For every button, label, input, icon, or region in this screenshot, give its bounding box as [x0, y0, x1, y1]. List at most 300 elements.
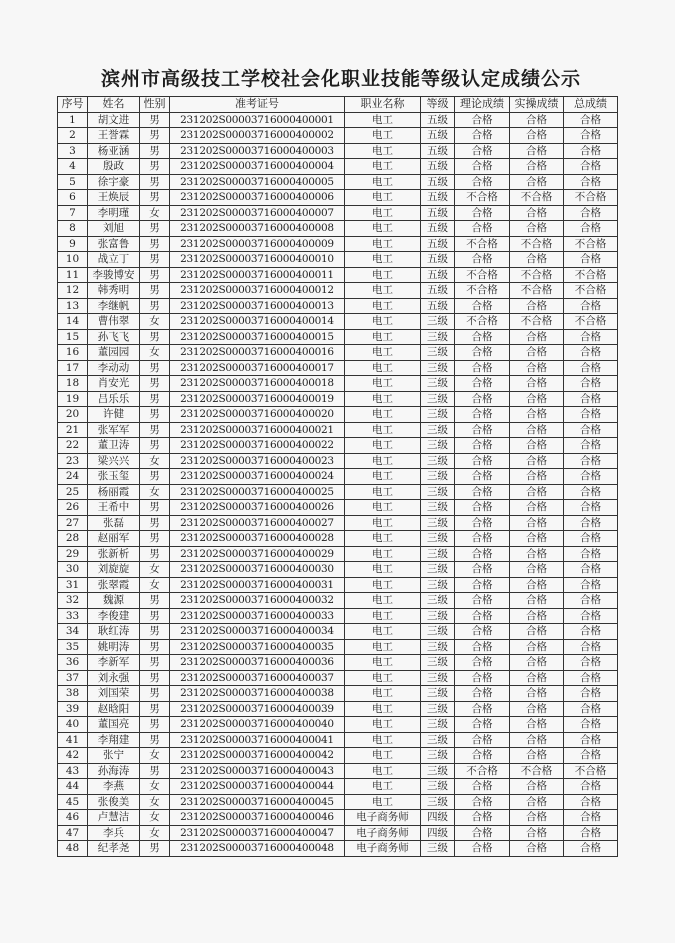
- cell-practical: 合格: [510, 407, 564, 423]
- cell-seq: 2: [58, 128, 88, 144]
- cell-level: 三级: [421, 686, 455, 702]
- cell-practical: 合格: [510, 438, 564, 454]
- cell-level: 三级: [421, 779, 455, 795]
- cell-exam-id: 231202S00003716000400025: [170, 484, 345, 500]
- cell-name: 王誉霖: [88, 128, 140, 144]
- cell-total: 合格: [564, 825, 618, 841]
- cell-total: 合格: [564, 422, 618, 438]
- cell-theory: 合格: [455, 748, 510, 764]
- cell-practical: 合格: [510, 825, 564, 841]
- cell-practical: 不合格: [510, 314, 564, 330]
- cell-name: 肖安光: [88, 376, 140, 392]
- cell-practical: 合格: [510, 810, 564, 826]
- cell-exam-id: 231202S00003716000400009: [170, 236, 345, 252]
- cell-seq: 9: [58, 236, 88, 252]
- cell-exam-id: 231202S00003716000400041: [170, 732, 345, 748]
- cell-gender: 男: [140, 655, 170, 671]
- cell-exam-id: 231202S00003716000400014: [170, 314, 345, 330]
- cell-name: 刘旋旋: [88, 562, 140, 578]
- header-name: 姓名: [88, 97, 140, 113]
- cell-occupation: 电工: [345, 360, 421, 376]
- cell-occupation: 电工: [345, 608, 421, 624]
- cell-practical: 不合格: [510, 763, 564, 779]
- cell-level: 三级: [421, 624, 455, 640]
- cell-gender: 男: [140, 112, 170, 128]
- cell-gender: 女: [140, 453, 170, 469]
- cell-gender: 男: [140, 515, 170, 531]
- cell-occupation: 电工: [345, 267, 421, 283]
- cell-exam-id: 231202S00003716000400039: [170, 701, 345, 717]
- table-row: [58, 779, 618, 795]
- cell-name: 杨丽霞: [88, 484, 140, 500]
- cell-practical: 合格: [510, 732, 564, 748]
- table-row: [58, 283, 618, 299]
- cell-practical: 合格: [510, 391, 564, 407]
- cell-practical: 合格: [510, 531, 564, 547]
- cell-practical: 合格: [510, 608, 564, 624]
- cell-practical: 合格: [510, 577, 564, 593]
- cell-name: 李骏博安: [88, 267, 140, 283]
- table-row: [58, 174, 618, 190]
- cell-total: 合格: [564, 298, 618, 314]
- table-row: [58, 841, 618, 857]
- cell-theory: 合格: [455, 546, 510, 562]
- cell-practical: 合格: [510, 205, 564, 221]
- cell-level: 三级: [421, 717, 455, 733]
- cell-total: 合格: [564, 329, 618, 345]
- cell-seq: 26: [58, 500, 88, 516]
- cell-exam-id: 231202S00003716000400008: [170, 221, 345, 237]
- cell-exam-id: 231202S00003716000400031: [170, 577, 345, 593]
- cell-seq: 35: [58, 639, 88, 655]
- cell-practical: 合格: [510, 469, 564, 485]
- cell-seq: 27: [58, 515, 88, 531]
- table-row: [58, 205, 618, 221]
- cell-name: 张俊美: [88, 794, 140, 810]
- cell-exam-id: 231202S00003716000400010: [170, 252, 345, 268]
- cell-exam-id: 231202S00003716000400020: [170, 407, 345, 423]
- cell-occupation: 电子商务师: [345, 825, 421, 841]
- cell-theory: 合格: [455, 252, 510, 268]
- cell-gender: 男: [140, 608, 170, 624]
- table-row: [58, 159, 618, 175]
- cell-seq: 47: [58, 825, 88, 841]
- cell-seq: 45: [58, 794, 88, 810]
- cell-level: 四级: [421, 810, 455, 826]
- cell-practical: 合格: [510, 159, 564, 175]
- table-row: [58, 190, 618, 206]
- cell-seq: 13: [58, 298, 88, 314]
- cell-gender: 男: [140, 376, 170, 392]
- cell-theory: 合格: [455, 825, 510, 841]
- cell-total: 合格: [564, 670, 618, 686]
- cell-name: 赵晗阳: [88, 701, 140, 717]
- table-row: [58, 438, 618, 454]
- cell-name: 李兵: [88, 825, 140, 841]
- cell-theory: 合格: [455, 221, 510, 237]
- cell-theory: 合格: [455, 453, 510, 469]
- cell-exam-id: 231202S00003716000400023: [170, 453, 345, 469]
- cell-occupation: 电工: [345, 748, 421, 764]
- cell-level: 三级: [421, 670, 455, 686]
- cell-total: 合格: [564, 794, 618, 810]
- cell-occupation: 电工: [345, 453, 421, 469]
- cell-theory: 合格: [455, 562, 510, 578]
- cell-exam-id: 231202S00003716000400026: [170, 500, 345, 516]
- page-title: 滨州市高级技工学校社会化职业技能等级认定成绩公示: [100, 68, 581, 90]
- cell-name: 刘国荣: [88, 686, 140, 702]
- cell-total: 合格: [564, 624, 618, 640]
- cell-exam-id: 231202S00003716000400030: [170, 562, 345, 578]
- cell-occupation: 电工: [345, 593, 421, 609]
- cell-theory: 合格: [455, 469, 510, 485]
- cell-occupation: 电工: [345, 515, 421, 531]
- cell-practical: 合格: [510, 252, 564, 268]
- cell-name: 卢慧洁: [88, 810, 140, 826]
- cell-name: 殷政: [88, 159, 140, 175]
- cell-practical: 合格: [510, 841, 564, 857]
- cell-theory: 合格: [455, 159, 510, 175]
- cell-exam-id: 231202S00003716000400003: [170, 143, 345, 159]
- cell-gender: 男: [140, 329, 170, 345]
- cell-occupation: 电工: [345, 329, 421, 345]
- table-row: [58, 546, 618, 562]
- cell-name: 张新析: [88, 546, 140, 562]
- cell-seq: 7: [58, 205, 88, 221]
- cell-total: 合格: [564, 469, 618, 485]
- table-row: [58, 655, 618, 671]
- cell-exam-id: 231202S00003716000400034: [170, 624, 345, 640]
- cell-gender: 男: [140, 159, 170, 175]
- cell-exam-id: 231202S00003716000400044: [170, 779, 345, 795]
- cell-total: 合格: [564, 407, 618, 423]
- cell-occupation: 电工: [345, 205, 421, 221]
- cell-seq: 25: [58, 484, 88, 500]
- cell-name: 张军军: [88, 422, 140, 438]
- cell-theory: 合格: [455, 593, 510, 609]
- cell-theory: 合格: [455, 422, 510, 438]
- cell-level: 五级: [421, 128, 455, 144]
- cell-gender: 男: [140, 841, 170, 857]
- cell-name: 张磊: [88, 515, 140, 531]
- table-header-row: [58, 97, 618, 113]
- cell-name: 张富鲁: [88, 236, 140, 252]
- cell-theory: 合格: [455, 701, 510, 717]
- cell-gender: 男: [140, 360, 170, 376]
- cell-seq: 20: [58, 407, 88, 423]
- cell-seq: 19: [58, 391, 88, 407]
- cell-seq: 42: [58, 748, 88, 764]
- cell-total: 不合格: [564, 763, 618, 779]
- cell-practical: 合格: [510, 686, 564, 702]
- cell-seq: 11: [58, 267, 88, 283]
- cell-seq: 8: [58, 221, 88, 237]
- cell-name: 李动动: [88, 360, 140, 376]
- cell-occupation: 电工: [345, 577, 421, 593]
- cell-theory: 不合格: [455, 190, 510, 206]
- cell-gender: 男: [140, 407, 170, 423]
- cell-total: 合格: [564, 112, 618, 128]
- cell-gender: 男: [140, 531, 170, 547]
- cell-theory: 合格: [455, 608, 510, 624]
- cell-name: 徐宇豪: [88, 174, 140, 190]
- cell-name: 耿红涛: [88, 624, 140, 640]
- cell-gender: 男: [140, 298, 170, 314]
- cell-total: 合格: [564, 143, 618, 159]
- cell-level: 三级: [421, 748, 455, 764]
- cell-seq: 34: [58, 624, 88, 640]
- cell-seq: 41: [58, 732, 88, 748]
- cell-name: 刘永强: [88, 670, 140, 686]
- cell-exam-id: 231202S00003716000400043: [170, 763, 345, 779]
- cell-gender: 男: [140, 701, 170, 717]
- cell-theory: 合格: [455, 128, 510, 144]
- cell-gender: 男: [140, 267, 170, 283]
- cell-exam-id: 231202S00003716000400045: [170, 794, 345, 810]
- cell-total: 合格: [564, 717, 618, 733]
- cell-theory: 合格: [455, 376, 510, 392]
- cell-occupation: 电工: [345, 701, 421, 717]
- cell-name: 李明瑾: [88, 205, 140, 221]
- cell-total: 合格: [564, 608, 618, 624]
- cell-total: 合格: [564, 360, 618, 376]
- cell-total: 合格: [564, 159, 618, 175]
- cell-level: 三级: [421, 794, 455, 810]
- cell-gender: 男: [140, 252, 170, 268]
- cell-name: 王焕辰: [88, 190, 140, 206]
- cell-gender: 男: [140, 422, 170, 438]
- cell-total: 合格: [564, 701, 618, 717]
- cell-seq: 6: [58, 190, 88, 206]
- cell-gender: 男: [140, 174, 170, 190]
- cell-name: 刘旭: [88, 221, 140, 237]
- cell-gender: 男: [140, 190, 170, 206]
- cell-level: 三级: [421, 577, 455, 593]
- cell-total: 不合格: [564, 283, 618, 299]
- table-row: [58, 608, 618, 624]
- cell-seq: 22: [58, 438, 88, 454]
- cell-practical: 合格: [510, 779, 564, 795]
- cell-practical: 合格: [510, 655, 564, 671]
- cell-exam-id: 231202S00003716000400047: [170, 825, 345, 841]
- cell-total: 合格: [564, 639, 618, 655]
- cell-theory: 合格: [455, 143, 510, 159]
- cell-theory: 合格: [455, 686, 510, 702]
- cell-practical: 合格: [510, 143, 564, 159]
- table-row: [58, 112, 618, 128]
- cell-gender: 女: [140, 205, 170, 221]
- cell-theory: 合格: [455, 438, 510, 454]
- cell-gender: 男: [140, 546, 170, 562]
- table-row: [58, 252, 618, 268]
- table-row: [58, 562, 618, 578]
- header-occupation: 职业名称: [345, 97, 421, 113]
- cell-gender: 女: [140, 562, 170, 578]
- cell-level: 三级: [421, 484, 455, 500]
- cell-occupation: 电工: [345, 655, 421, 671]
- cell-name: 董卫涛: [88, 438, 140, 454]
- cell-theory: 合格: [455, 670, 510, 686]
- cell-theory: 不合格: [455, 283, 510, 299]
- cell-practical: 合格: [510, 748, 564, 764]
- cell-exam-id: 231202S00003716000400033: [170, 608, 345, 624]
- cell-theory: 合格: [455, 329, 510, 345]
- cell-occupation: 电工: [345, 376, 421, 392]
- cell-total: 合格: [564, 174, 618, 190]
- cell-gender: 男: [140, 732, 170, 748]
- cell-gender: 男: [140, 128, 170, 144]
- cell-level: 五级: [421, 159, 455, 175]
- cell-theory: 合格: [455, 810, 510, 826]
- cell-exam-id: 231202S00003716000400002: [170, 128, 345, 144]
- cell-exam-id: 231202S00003716000400004: [170, 159, 345, 175]
- cell-practical: 合格: [510, 112, 564, 128]
- cell-theory: 合格: [455, 531, 510, 547]
- cell-level: 三级: [421, 531, 455, 547]
- cell-occupation: 电工: [345, 717, 421, 733]
- cell-exam-id: 231202S00003716000400017: [170, 360, 345, 376]
- header-seq: 序号: [58, 97, 88, 113]
- cell-level: 五级: [421, 236, 455, 252]
- table-row: [58, 128, 618, 144]
- cell-occupation: 电工: [345, 438, 421, 454]
- cell-gender: 男: [140, 283, 170, 299]
- cell-exam-id: 231202S00003716000400035: [170, 639, 345, 655]
- cell-gender: 女: [140, 345, 170, 361]
- cell-name: 李新军: [88, 655, 140, 671]
- cell-theory: 不合格: [455, 314, 510, 330]
- table-row: [58, 639, 618, 655]
- cell-occupation: 电工: [345, 794, 421, 810]
- cell-seq: 48: [58, 841, 88, 857]
- cell-seq: 29: [58, 546, 88, 562]
- cell-name: 李俊建: [88, 608, 140, 624]
- cell-gender: 男: [140, 391, 170, 407]
- cell-exam-id: 231202S00003716000400007: [170, 205, 345, 221]
- cell-theory: 合格: [455, 360, 510, 376]
- cell-name: 董国亮: [88, 717, 140, 733]
- cell-seq: 14: [58, 314, 88, 330]
- table-row: [58, 484, 618, 500]
- cell-level: 五级: [421, 298, 455, 314]
- table-row: [58, 143, 618, 159]
- cell-occupation: 电工: [345, 624, 421, 640]
- cell-total: 合格: [564, 686, 618, 702]
- header-level: 等级: [421, 97, 455, 113]
- cell-level: 三级: [421, 546, 455, 562]
- cell-seq: 4: [58, 159, 88, 175]
- cell-level: 三级: [421, 422, 455, 438]
- cell-gender: 男: [140, 221, 170, 237]
- cell-gender: 女: [140, 825, 170, 841]
- cell-seq: 24: [58, 469, 88, 485]
- cell-occupation: 电工: [345, 221, 421, 237]
- cell-exam-id: 231202S00003716000400016: [170, 345, 345, 361]
- cell-theory: 合格: [455, 500, 510, 516]
- cell-gender: 女: [140, 779, 170, 795]
- cell-gender: 男: [140, 593, 170, 609]
- cell-occupation: 电工: [345, 546, 421, 562]
- cell-seq: 30: [58, 562, 88, 578]
- cell-exam-id: 231202S00003716000400038: [170, 686, 345, 702]
- cell-gender: 男: [140, 639, 170, 655]
- cell-level: 三级: [421, 639, 455, 655]
- cell-level: 五级: [421, 205, 455, 221]
- cell-level: 三级: [421, 438, 455, 454]
- cell-practical: 合格: [510, 670, 564, 686]
- cell-theory: 合格: [455, 391, 510, 407]
- cell-gender: 男: [140, 438, 170, 454]
- cell-name: 曹伟翠: [88, 314, 140, 330]
- cell-theory: 合格: [455, 841, 510, 857]
- cell-theory: 合格: [455, 484, 510, 500]
- table-row: [58, 748, 618, 764]
- cell-level: 三级: [421, 329, 455, 345]
- cell-theory: 合格: [455, 717, 510, 733]
- cell-total: 合格: [564, 562, 618, 578]
- cell-theory: 合格: [455, 515, 510, 531]
- cell-total: 合格: [564, 655, 618, 671]
- cell-theory: 合格: [455, 345, 510, 361]
- cell-total: 合格: [564, 593, 618, 609]
- cell-name: 战立丁: [88, 252, 140, 268]
- table-row: [58, 422, 618, 438]
- cell-exam-id: 231202S00003716000400006: [170, 190, 345, 206]
- cell-occupation: 电工: [345, 531, 421, 547]
- cell-exam-id: 231202S00003716000400048: [170, 841, 345, 857]
- cell-level: 五级: [421, 112, 455, 128]
- table-row: [58, 763, 618, 779]
- cell-occupation: 电工: [345, 190, 421, 206]
- cell-seq: 39: [58, 701, 88, 717]
- cell-theory: 合格: [455, 732, 510, 748]
- cell-occupation: 电工: [345, 112, 421, 128]
- cell-occupation: 电工: [345, 159, 421, 175]
- table-row: [58, 221, 618, 237]
- cell-exam-id: 231202S00003716000400005: [170, 174, 345, 190]
- cell-exam-id: 231202S00003716000400037: [170, 670, 345, 686]
- cell-practical: 合格: [510, 376, 564, 392]
- cell-level: 五级: [421, 283, 455, 299]
- cell-seq: 28: [58, 531, 88, 547]
- cell-total: 合格: [564, 546, 618, 562]
- cell-theory: 不合格: [455, 267, 510, 283]
- cell-practical: 合格: [510, 174, 564, 190]
- table-row: [58, 515, 618, 531]
- cell-occupation: 电工: [345, 143, 421, 159]
- cell-practical: 合格: [510, 624, 564, 640]
- cell-practical: 合格: [510, 453, 564, 469]
- cell-practical: 合格: [510, 701, 564, 717]
- table-row: [58, 407, 618, 423]
- cell-occupation: 电工: [345, 422, 421, 438]
- cell-practical: 不合格: [510, 236, 564, 252]
- cell-level: 三级: [421, 608, 455, 624]
- cell-seq: 17: [58, 360, 88, 376]
- table-row: [58, 236, 618, 252]
- header-total: 总成绩: [564, 97, 618, 113]
- cell-level: 三级: [421, 841, 455, 857]
- cell-seq: 33: [58, 608, 88, 624]
- cell-gender: 女: [140, 748, 170, 764]
- header-practical: 实操成绩: [510, 97, 564, 113]
- cell-total: 合格: [564, 841, 618, 857]
- cell-exam-id: 231202S00003716000400001: [170, 112, 345, 128]
- cell-level: 三级: [421, 515, 455, 531]
- cell-theory: 合格: [455, 624, 510, 640]
- cell-level: 三级: [421, 376, 455, 392]
- table-row: [58, 345, 618, 361]
